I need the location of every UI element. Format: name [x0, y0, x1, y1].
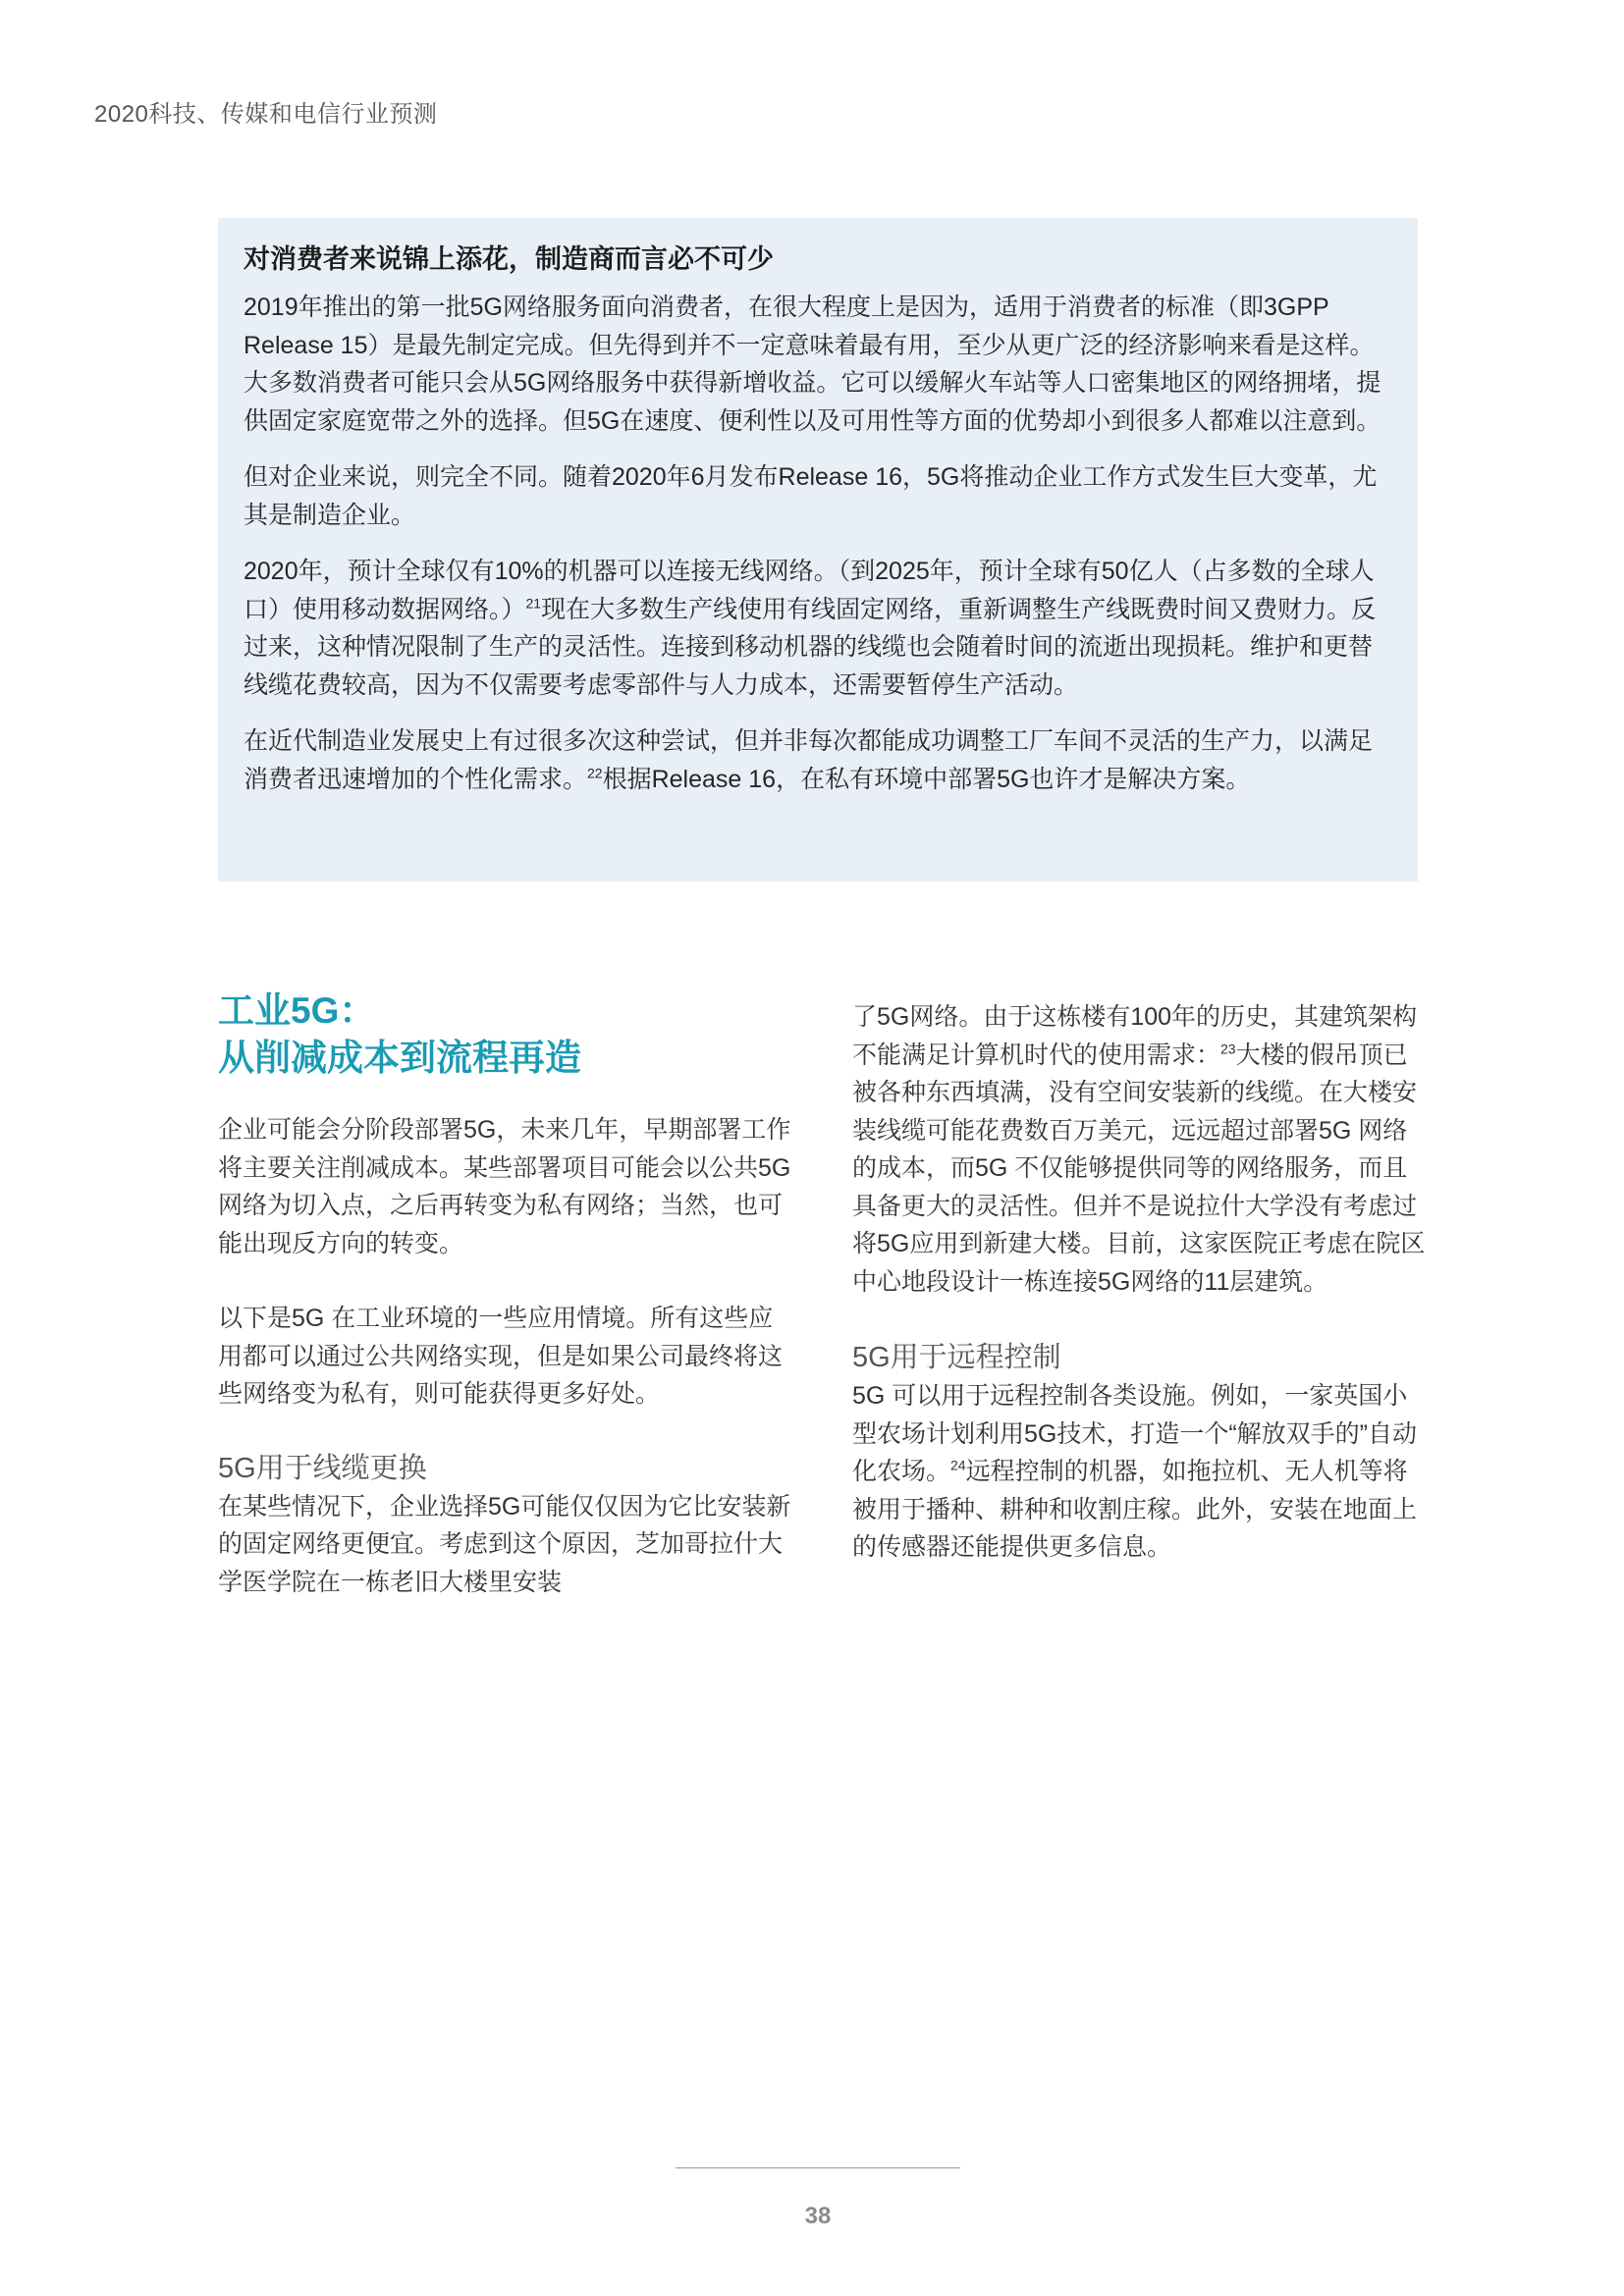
- callout-paragraph-1: 2019年推出的第一批5G网络服务面向消费者，在很大程度上是因为，适用于消费者的标准（即3GPP Release 15）是最先制定完成。但先得到并不一定意味着最有用，至少从更广泛的经济影响来看是这样。大多数消费者可能只会从5G网络服务中获得新增收益。它可以缓解火车站等人口密集地区的网络拥堵，提供固定家庭宽带之外的选择。但5G在速度、便利性以及可用性等方面的优势却小到很多人都难以注意到。: [244, 294, 1381, 435]
- section-title-line-2: 从削减成本到流程再造: [218, 1038, 581, 1078]
- footnote-ref-24: 24: [950, 1457, 966, 1473]
- section-title-line-1: 工业5G：: [218, 990, 376, 1031]
- right-paragraph-1-text-b: 大楼的假吊顶已被各种东西填满，没有空间安装新的线缆。在大楼安装线缆可能花费数百万美元，远远超过部署5G 网络的成本，而5G 不仅能够提供同等的网络服务，而且具备更大的灵活性。但并不是说拉什大学没有考虑过将5G应用到新建大楼。目前，这家医院正考虑在院区中心地段设计一栋连接5G网络的11层建筑。: [852, 1041, 1426, 1296]
- callout-paragraph-4-text-b: 根据Release 16，在私有环境中部署5G也许才是解决方案。: [602, 765, 1251, 793]
- callout-paragraph-3-text-a: 2020年，预计全球仅有10%的机器可以连接无线网络。（到2025年，预计全球有50亿人（占多数的全球人口）使用移动数据网络。）: [244, 558, 1375, 623]
- right-paragraph-2-text-b: 远程控制的机器，如拖拉机、无人机等将被用于播种、耕种和收割庄稼。此外，安装在地面上的传感器还能提供更多信息。: [852, 1458, 1418, 1561]
- right-column: [852, 998, 1432, 1567]
- footnote-ref-22: 22: [587, 765, 603, 781]
- sidebar-callout-box: [218, 218, 1418, 881]
- callout-paragraph-3: [244, 553, 1388, 704]
- callout-paragraph-2: 但对企业来说，则完全不同。随着2020年6月发布Release 16，5G将推动企业工作方式发生巨大变革，尤其是制造企业。: [244, 463, 1378, 529]
- subheading-remote-control: 5G用于远程控制: [852, 1342, 1061, 1373]
- running-header: 2020科技、传媒和电信行业预测: [94, 101, 438, 128]
- callout-paragraph-4-text-a: 在近代制造业发展史上有过很多次这种尝试，但并非每次都能成功调整工厂车间不灵活的生产力，以满足消费者迅速增加的个性化需求。: [244, 727, 1374, 793]
- footer-divider: [676, 2167, 960, 2168]
- section-title: [218, 988, 807, 1082]
- subheading-cable-replacement: 5G用于线缆更换: [218, 1452, 427, 1484]
- callout-paragraph-3-text-b: 现在大多数生产线使用有线固定网络，重新调整生产线既费时间又费财力。反过来，这种情况限制了生产的灵活性。连接到移动机器的线缆也会随着时间的流逝出现损耗。维护和更替线缆花费较高，因为不仅需要考虑零部件与人力成本，还需要暂停生产活动。: [244, 595, 1377, 699]
- left-column: [218, 1111, 797, 1601]
- right-paragraph-1: [852, 998, 1432, 1301]
- left-paragraph-3: 在某些情况下，企业选择5G可能仅仅因为它比安装新的固定网络更便宜。考虑到这个原因，芝加哥拉什大学医学院在一栋老旧大楼里安装: [218, 1492, 791, 1596]
- right-paragraph-2-text-a: 5G 可以用于远程控制各类设施。例如，一家英国小型农场计划利用5G技术，打造一个“解放双手的”自动化农场。: [852, 1382, 1418, 1485]
- right-paragraph-2: [852, 1377, 1432, 1567]
- footnote-ref-21: 21: [525, 595, 542, 612]
- footnote-ref-23: 23: [1220, 1041, 1236, 1057]
- page-number: 38: [804, 2203, 832, 2229]
- callout-paragraph-4: [244, 722, 1388, 798]
- left-paragraph-2: 以下是5G 在工业环境的一些应用情境。所有这些应用都可以通过公共网络实现，但是如果公司最终将这些网络变为私有，则可能获得更多好处。: [218, 1305, 784, 1408]
- right-paragraph-1-text-a: 了5G网络。由于这栋楼有100年的历史，其建筑架构不能满足计算机时代的使用需求：: [852, 1003, 1418, 1069]
- callout-title: 对消费者来说锦上添花，制造商而言必不可少: [244, 244, 774, 274]
- left-paragraph-1: 企业可能会分阶段部署5G，未来几年，早期部署工作将主要关注削减成本。某些部署项目可能会以公共5G网络为切入点，之后再转变为私有网络；当然，也可能出现反方向的转变。: [218, 1116, 791, 1257]
